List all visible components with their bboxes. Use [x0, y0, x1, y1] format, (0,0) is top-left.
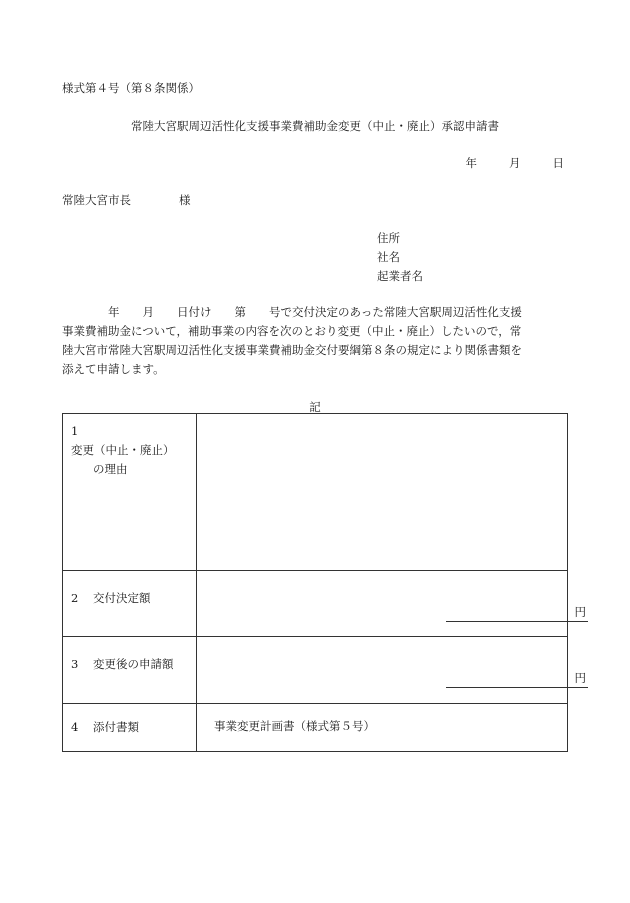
requested-amount-label-cell — [63, 637, 197, 704]
grant-amount-value-cell[interactable] — [197, 571, 586, 637]
date-line — [466, 155, 565, 171]
table-row — [63, 571, 568, 637]
attachments-value-cell — [197, 704, 568, 752]
table-row — [63, 637, 568, 704]
body-line: 陸大宮市常陸大宮駅周辺活性化支援事業費補助金交付要綱第８条の規定により関係書類を — [62, 343, 522, 357]
body-text — [62, 303, 540, 379]
addressee — [62, 192, 191, 208]
requested-amount-value-cell[interactable] — [197, 637, 586, 704]
body-line: 事業費補助金について，補助事業の内容を次のとおり変更（中止・廃止）したいので，常 — [62, 324, 522, 338]
table-row — [63, 414, 568, 571]
record-heading: 記 — [309, 400, 321, 414]
attachments-label: 添付書類 — [93, 720, 139, 734]
item-number: 3 — [71, 657, 79, 671]
yen-unit: 円 — [574, 605, 586, 619]
addressee-name: 常陸大宮市長 — [62, 193, 131, 207]
yen-unit: 円 — [574, 671, 586, 685]
document-title: 常陸大宮駅周辺活性化支援事業費補助金変更（中止・廃止）承認申請書 — [131, 119, 499, 133]
body-line: 添えて申請します。 — [62, 362, 165, 376]
table-row — [63, 704, 568, 752]
date-day: 日 — [552, 156, 564, 170]
grant-amount-label-cell — [63, 571, 197, 637]
attachments-label-cell — [63, 704, 197, 752]
requested-amount-label: 変更後の申請額 — [93, 657, 174, 671]
reason-value-cell[interactable] — [197, 414, 568, 571]
requested-amount-field — [446, 670, 588, 688]
date-month: 月 — [509, 156, 521, 170]
applicant-company-label: 社名 — [377, 250, 400, 264]
reason-label-cell — [63, 414, 197, 571]
item-number: 4 — [71, 720, 79, 734]
grant-amount-label: 交付決定額 — [93, 591, 151, 605]
applicant-address-label: 住所 — [377, 231, 400, 245]
form-number: 様式第４号（第８条関係） — [62, 81, 200, 95]
reason-label: 変更（中止・廃止） — [71, 443, 175, 457]
addressee-honorific: 様 — [179, 193, 191, 207]
reason-label-cont: の理由 — [93, 462, 128, 476]
item-number: 1 — [71, 424, 79, 438]
attachments-value: 事業変更計画書（様式第５号） — [214, 719, 375, 733]
items-table — [62, 413, 586, 752]
body-line: 年 月 日付け 第 号で交付決定のあった常陸大宮駅周辺活性化支援 — [62, 305, 522, 319]
item-number: 2 — [71, 591, 79, 605]
applicant-block — [377, 229, 423, 286]
date-year: 年 — [465, 156, 477, 170]
grant-amount-field — [446, 604, 588, 622]
applicant-founder-label: 起業者名 — [377, 269, 423, 283]
